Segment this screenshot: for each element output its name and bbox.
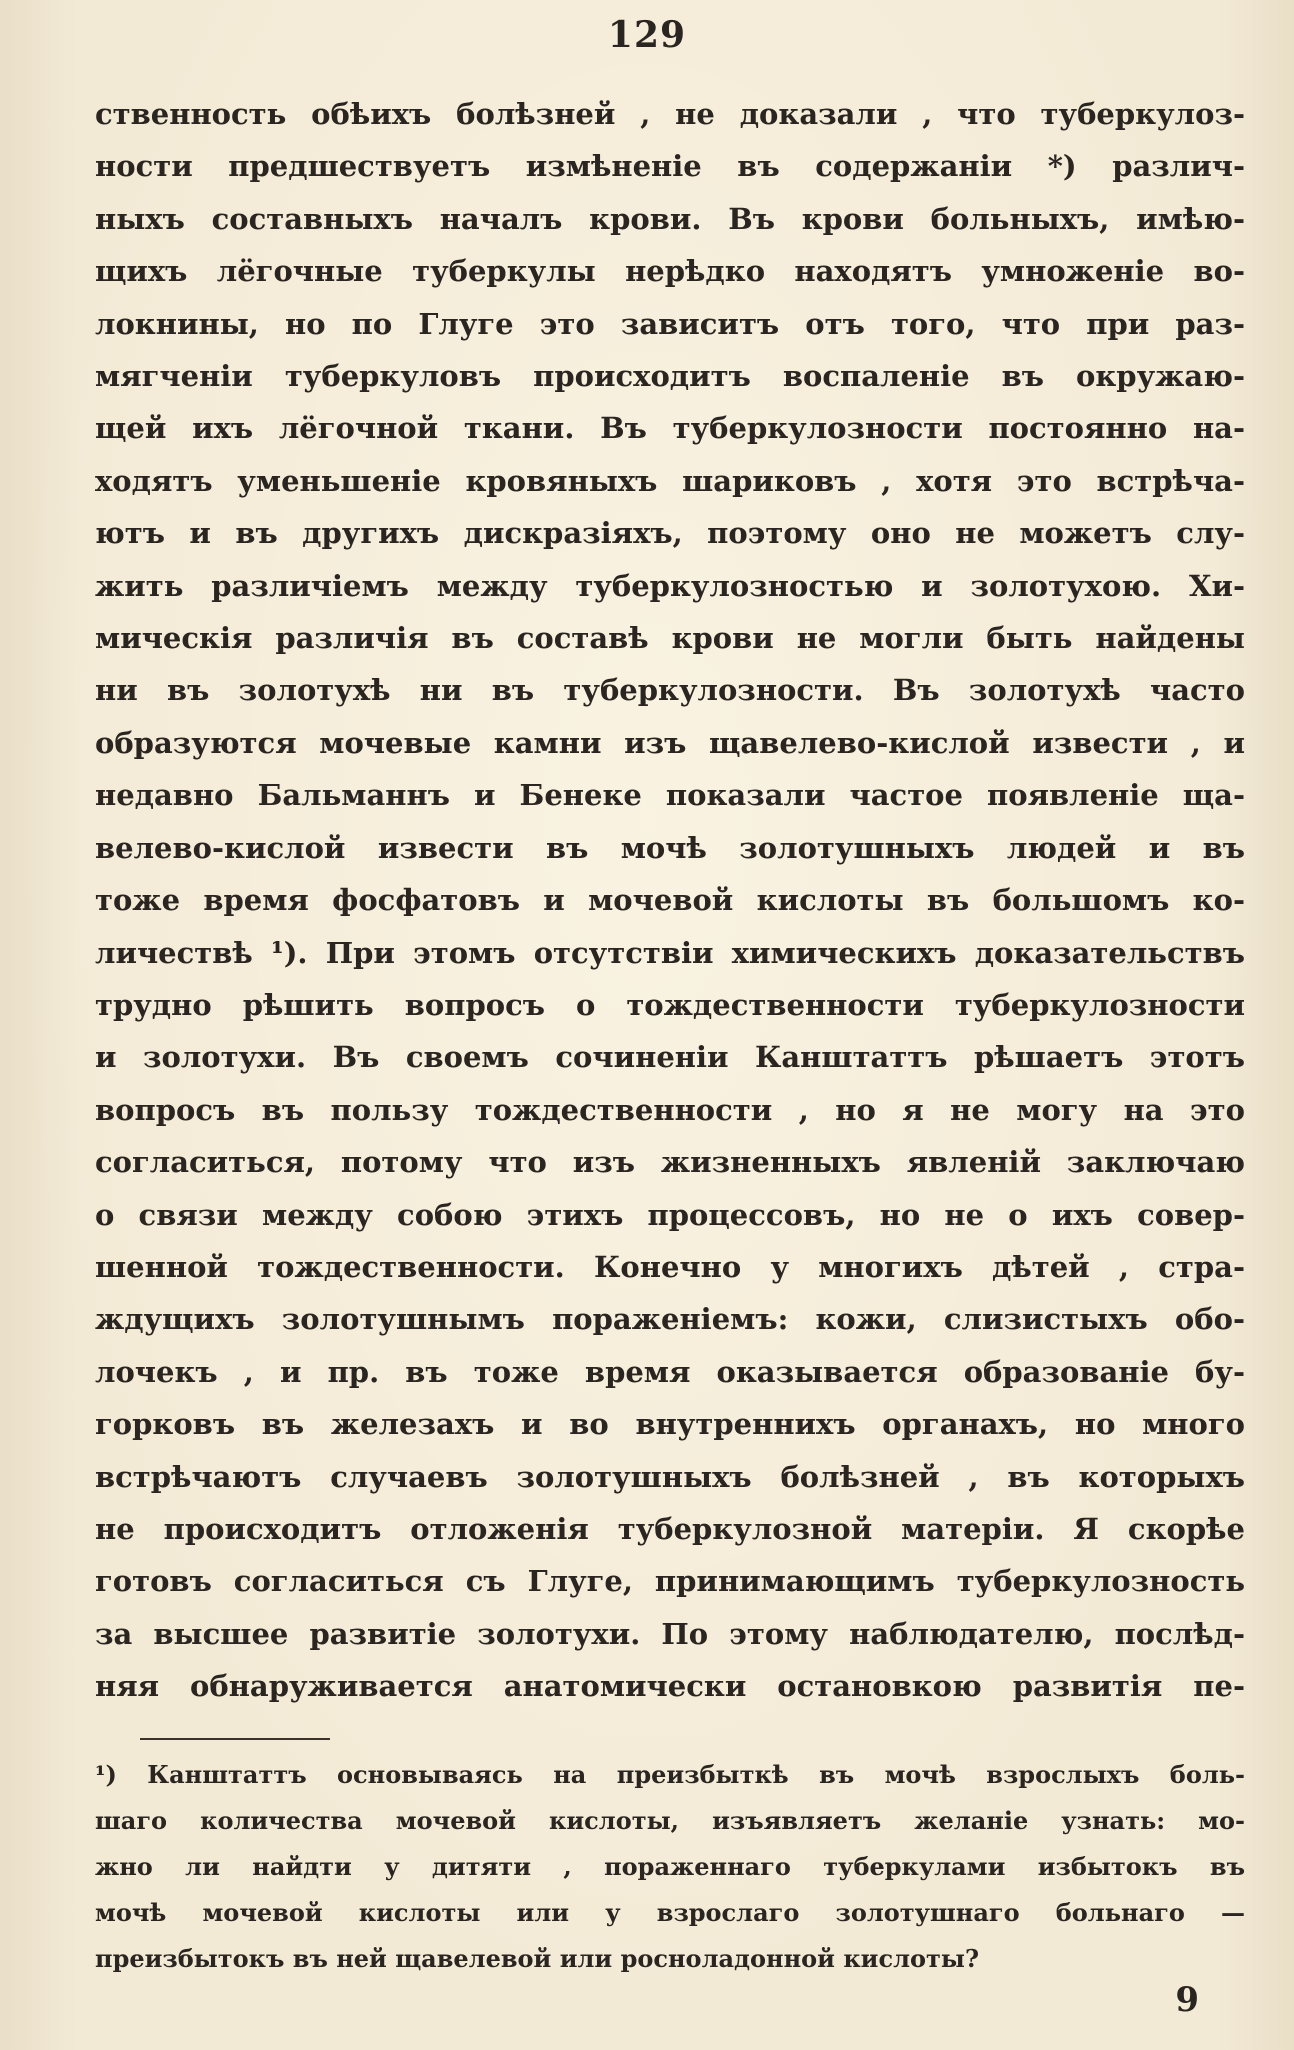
text-line: ютъ и въ другихъ дискразіяхъ, поэтому оно не можетъ слу-	[95, 516, 1245, 551]
text-line: шенной тождественности. Конечно у многихъ дѣтей , стра-	[95, 1249, 1245, 1284]
text-line: ходятъ уменьшеніе кровяныхъ шариковъ , хотя это встрѣча-	[95, 463, 1245, 498]
text-line: не происходитъ отложенія туберкулозной матеріи. Я скорѣе	[95, 1511, 1245, 1546]
text-line: готовъ согласиться съ Глуге, принимающимъ туберкулозность	[95, 1564, 1245, 1599]
text-line: ждущихъ золотушнымъ пораженіемъ: кожи, слизистыхъ обо-	[95, 1302, 1245, 1337]
text-line: вопросъ въ пользу тождественности , но я не могу на это	[95, 1092, 1245, 1127]
main-text	[95, 88, 1245, 1713]
signature-mark: 9	[1175, 1980, 1199, 2020]
text-line: горковъ въ железахъ и во внутреннихъ органахъ, но много	[95, 1407, 1245, 1442]
text-line: жить различіемъ между туберкулозностью и золотухою. Хи-	[95, 568, 1245, 603]
text-line: лочекъ , и пр. въ тоже время оказывается образованіе бу-	[95, 1354, 1245, 1389]
footnote-line: ¹) Канштаттъ основываясь на преизбыткѣ въ мочѣ взрослыхъ боль-	[95, 1760, 1245, 1789]
text-line: щихъ лёгочные туберкулы нерѣдко находятъ умноженіе во-	[95, 254, 1245, 289]
text-line: ни въ золотухѣ ни въ туберкулозности. Въ золотухѣ часто	[95, 673, 1245, 708]
text-line: локнины, но по Глуге это зависитъ отъ того, что при раз-	[95, 306, 1245, 341]
footnote-divider	[140, 1738, 330, 1740]
text-line: недавно Бальманнъ и Бенеке показали частое появленіе ща-	[95, 778, 1245, 813]
text-line: тоже время фосфатовъ и мочевой кислоты въ большомъ ко-	[95, 883, 1245, 918]
text-line: личествѣ ¹). При этомъ отсутствіи химическихъ доказательствъ	[95, 935, 1245, 970]
text-line: образуются мочевые камни изъ щавелево-кислой извести , и	[95, 725, 1245, 760]
text-line: ственность обѣихъ болѣзней , не доказали , что туберкулоз-	[95, 97, 1245, 131]
footnote-line: преизбытокъ въ ней щавелевой или росноладонной кислоты?	[95, 1944, 980, 1973]
footnote-line: мочѣ мочевой кислоты или у взрослаго золотушнаго больнаго —	[95, 1898, 1245, 1927]
footnote	[95, 1752, 1245, 1982]
text-line: о связи между собою этихъ процессовъ, но не о ихъ совер-	[95, 1197, 1245, 1232]
page-number: 129	[607, 14, 687, 56]
text-line: няя обнаруживается анатомически остановкою развитія пе-	[95, 1669, 1245, 1704]
footnote-line: шаго количества мочевой кислоты, изъявляетъ желаніе узнать: мо-	[95, 1806, 1245, 1835]
text-line: и золотухи. Въ своемъ сочиненіи Канштаттъ рѣшаетъ этотъ	[95, 1040, 1245, 1075]
text-line: велево-кислой извести въ мочѣ золотушныхъ людей и въ	[95, 830, 1245, 865]
text-line: за высшее развитіе золотухи. По этому наблюдателю, послѣд-	[95, 1616, 1245, 1651]
text-line: согласиться, потому что изъ жизненныхъ явленій заключаю	[95, 1145, 1245, 1180]
text-line: ности предшествуетъ измѣненіе въ содержаніи *) различ-	[95, 149, 1245, 184]
text-line: щей ихъ лёгочной ткани. Въ туберкулозности постоянно на-	[95, 411, 1245, 446]
text-line: ныхъ составныхъ началъ крови. Въ крови больныхъ, имѣю-	[95, 201, 1245, 236]
text-line: мягченіи туберкуловъ происходитъ воспаленіе въ окружаю-	[95, 359, 1245, 394]
text-line: мическія различія въ составѣ крови не могли быть найдены	[95, 621, 1245, 656]
text-line: трудно рѣшить вопросъ о тождественности туберкулозности	[95, 987, 1245, 1022]
text-line: встрѣчаютъ случаевъ золотушныхъ болѣзней , въ которыхъ	[95, 1459, 1245, 1494]
footnote-line: жно ли найдти у дитяти , пораженнаго туберкулами избытокъ въ	[95, 1852, 1245, 1881]
